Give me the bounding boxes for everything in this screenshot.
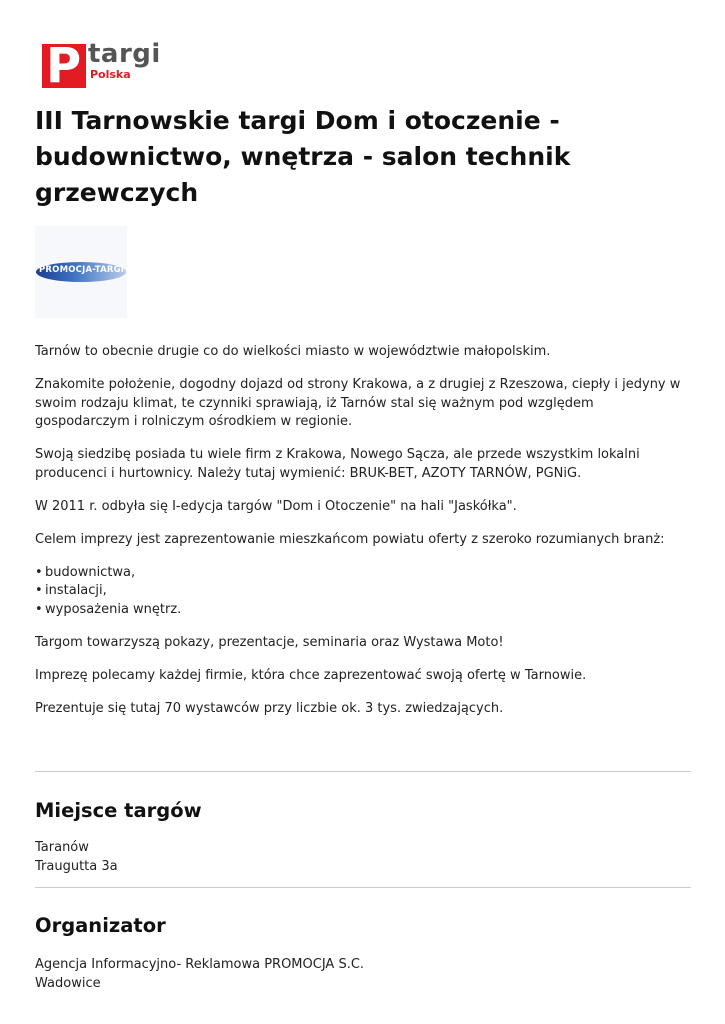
event-description xyxy=(35,343,691,733)
organizer-heading: Organizator xyxy=(35,914,166,937)
organizer-name: Agencja Informacyjno- Reklamowa PROMOCJA S.C. xyxy=(35,957,365,972)
list-item: • budownictwa, xyxy=(35,564,691,583)
logo-red-box xyxy=(42,38,86,94)
paragraph: Celem imprezy jest zaprezentowanie mieszkańcom powiatu oferty z szeroko rozumianych branż: xyxy=(35,531,665,547)
logo-brand-text: targi xyxy=(88,39,161,69)
organizer-logo-text: PROMOCJA-TARGI xyxy=(39,265,125,275)
divider xyxy=(35,771,691,772)
paragraph: Tarnów to obecnie drugie co do wielkości miasto w województwie małopolskim. xyxy=(35,344,551,359)
venue-heading: Miejsce targów xyxy=(35,799,202,822)
divider xyxy=(35,887,691,888)
logo-sub-text: Polska xyxy=(90,68,131,81)
targi-polska-logo[interactable] xyxy=(42,38,162,94)
paragraph: Znakomite położenie, dogodny dojazd od strony Krakowa, a z drugiej z Rzeszowa, ciepły i jedyny w swoim rodzaju klimat, te czynniki sprawiają, iż Tarnów stal się ważnym pod względem gospodarczym i rolniczym ośrodkiem w regionie. xyxy=(35,377,681,429)
paragraph: Imprezę polecamy każdej firmie, która chce zaprezentować swoją ofertę w Tarnowie. xyxy=(35,667,587,683)
paragraph: Prezentuje się tutaj 70 wystawców przy liczbie ok. 3 tys. zwiedzających. xyxy=(35,700,504,716)
paragraph: W 2011 r. odbyła się I-edycja targów "Dom i Otoczenie" na hali "Jaskółka". xyxy=(35,498,517,514)
page-title: III Tarnowskie targi Dom i otoczenie - budownictwo, wnętrza - salon technik grzewczych xyxy=(35,106,571,207)
industry-list xyxy=(35,564,691,620)
venue-address xyxy=(35,838,118,876)
list-item: • instalacji, xyxy=(35,582,691,601)
list-item: • wyposażenia wnętrz. xyxy=(35,601,691,620)
organizer-address xyxy=(35,955,364,993)
organizer-city: Wadowice xyxy=(35,976,101,991)
venue-street: Traugutta 3a xyxy=(35,859,118,874)
organizer-logo xyxy=(35,226,127,318)
paragraph: Targom towarzyszą pokazy, prezentacje, seminaria oraz Wystawa Moto! xyxy=(35,634,504,650)
logo-letter: P xyxy=(46,38,82,94)
paragraph: Swoją siedzibę posiada tu wiele firm z Krakowa, Nowego Sącza, ale przede wszystkim lokalni producenci i hurtownicy. Należy tutaj wymienić: BRUK-BET, AZOTY TARNÓW, PGNiG. xyxy=(35,447,640,481)
venue-city: Taranów xyxy=(35,840,89,855)
